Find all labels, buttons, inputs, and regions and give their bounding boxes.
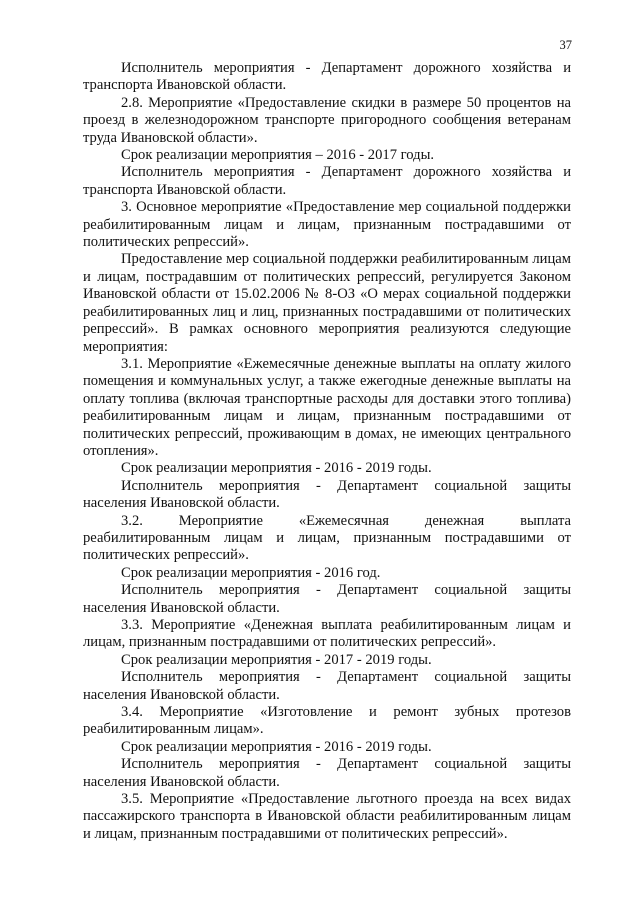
paragraph: 3.1. Мероприятие «Ежемесячные денежные выплаты на оплату жилого помещения и коммунальных услуг, а также ежегодные денежные выплаты на оплату топлива (включая транспортные расходы для доставки этого топлива) реабилитированным лицам и лицам, признанным пострадавшими от политических репрессий, проживающим в домах, не имеющих центрального отопления».: [83, 355, 571, 459]
paragraph: Исполнитель мероприятия - Департамент дорожного хозяйства и транспорта Ивановской области.: [83, 164, 571, 198]
paragraph: 3.3. Мероприятие «Денежная выплата реабилитированным лицам и лицам, признанным пострадавшими от политических репрессий».: [83, 617, 571, 651]
paragraph: Предоставление мер социальной поддержки реабилитированным лицам и лицам, пострадавшим от политических репрессий, регулируется Законом Ивановской области от 15.02.2006 № 8-ОЗ «О мерах социальной поддержки реабилитированных лиц и лиц, признанных пострадавшими от политических репрессий». В рамках основного мероприятия реализуются следующие мероприятия:: [83, 251, 571, 355]
paragraph: 3.4. Мероприятие «Изготовление и ремонт зубных протезов реабилитированным лицам».: [83, 704, 571, 738]
document-body: [83, 60, 571, 843]
paragraph: 2.8. Мероприятие «Предоставление скидки в размере 50 процентов на проезд в железнодорожном транспорте пригородного сообщения ветеранам труда Ивановской области».: [83, 94, 571, 146]
paragraph: 3. Основное мероприятие «Предоставление мер социальной поддержки реабилитированным лицам и лицам, признанным пострадавшими от политических репрессий».: [83, 199, 571, 251]
paragraph: Срок реализации мероприятия - 2016 - 2019 годы.: [121, 738, 432, 755]
paragraph: Исполнитель мероприятия - Департамент социальной защиты населения Ивановской области.: [83, 582, 571, 616]
paragraph: Исполнитель мероприятия - Департамент дорожного хозяйства и транспорта Ивановской области.: [83, 60, 571, 94]
paragraph: 3.5. Мероприятие «Предоставление льготного проезда на всех видах пассажирского транспорта в Ивановской области реабилитированным лицам и лицам, признанным пострадавшими от политических репрессий».: [83, 791, 571, 842]
paragraph: Исполнитель мероприятия - Департамент социальной защиты населения Ивановской области.: [83, 477, 571, 512]
paragraph: Исполнитель мероприятия - Департамент социальной защиты населения Ивановской области.: [83, 756, 571, 790]
page-number: 37: [559, 38, 572, 52]
paragraph: Исполнитель мероприятия - Департамент социальной защиты населения Ивановской области.: [83, 669, 571, 703]
paragraph: 3.2. Мероприятие «Ежемесячная денежная выплата реабилитированным лицам и лицам, признанным пострадавшими от политических репрессий».: [83, 512, 571, 564]
paragraph: Срок реализации мероприятия - 2016 - 2019 годы.: [121, 460, 432, 477]
paragraph: Срок реализации мероприятия - 2017 - 2019 годы.: [121, 651, 432, 668]
paragraph: Срок реализации мероприятия – 2016 - 2017 годы.: [121, 147, 435, 164]
paragraph: Срок реализации мероприятия - 2016 год.: [121, 564, 381, 581]
